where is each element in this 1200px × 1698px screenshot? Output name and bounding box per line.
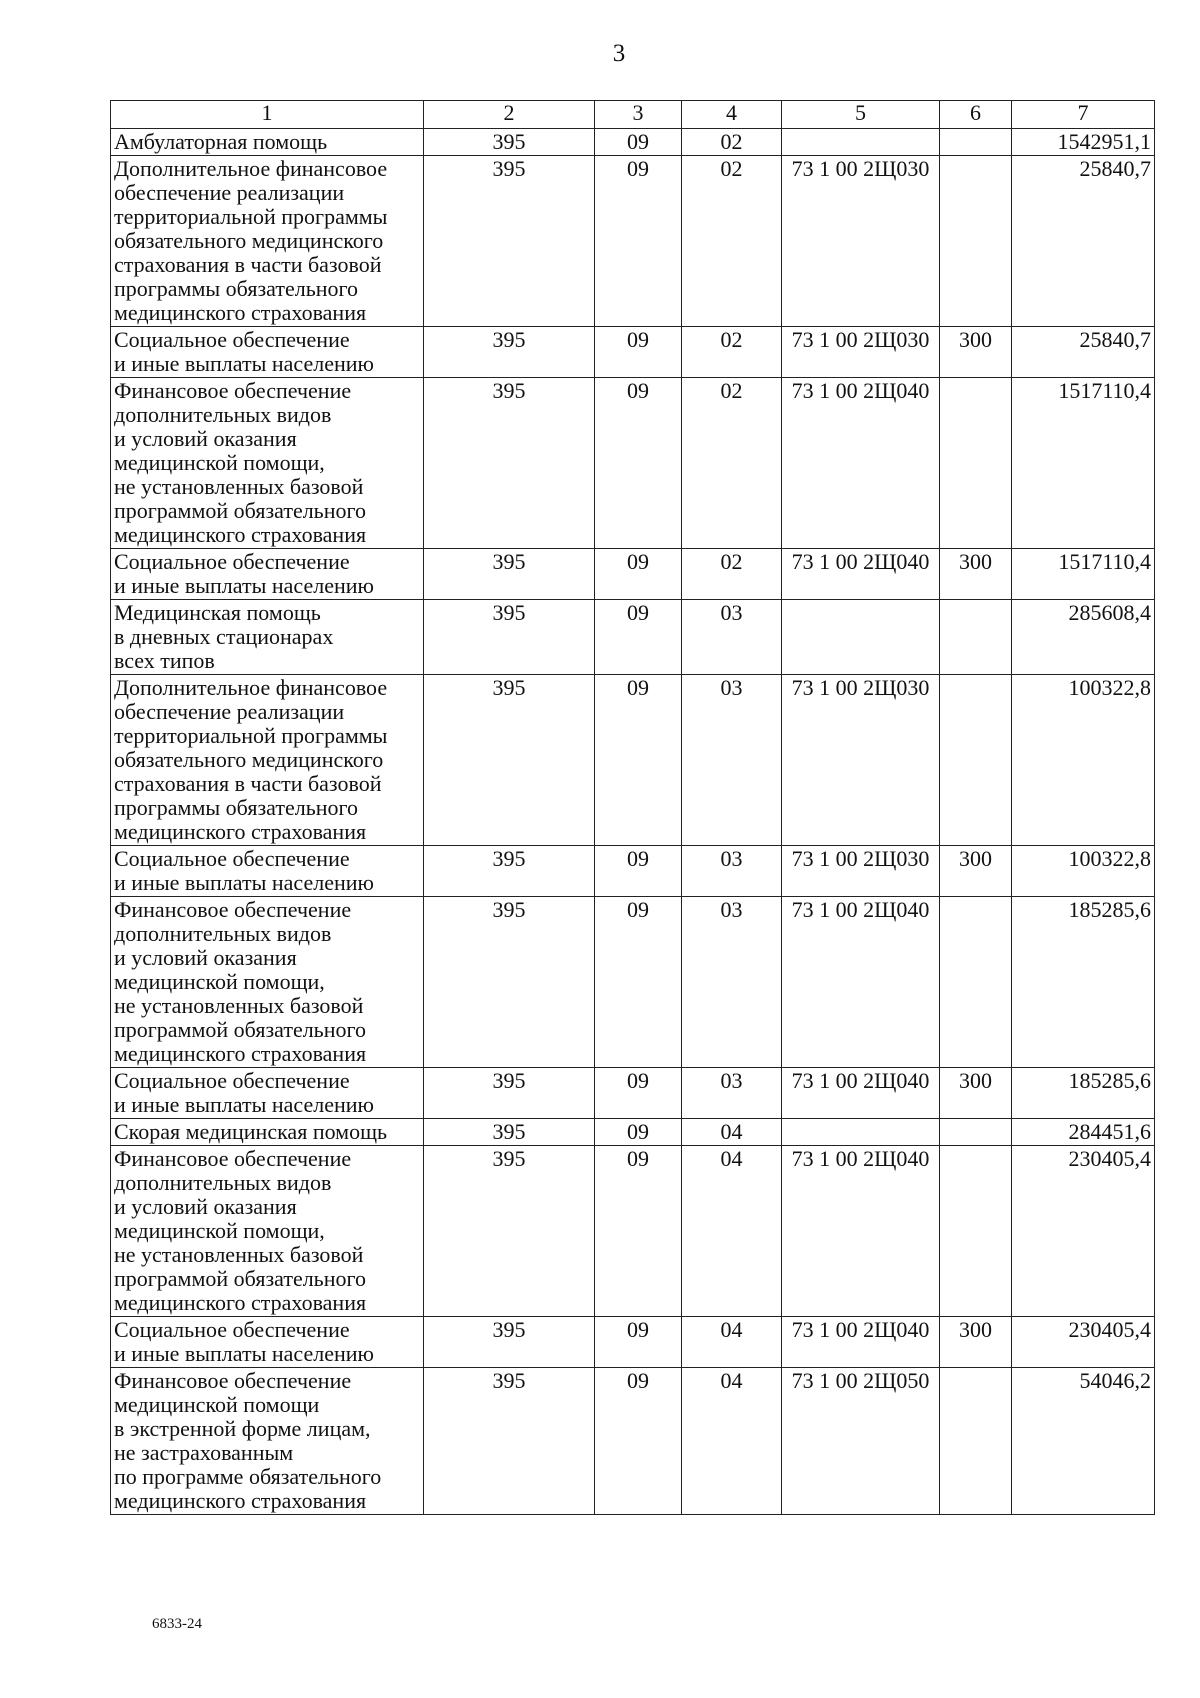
cell-col3: 09 <box>595 1317 682 1368</box>
cell-col7: 230405,4 <box>1012 1146 1155 1317</box>
cell-name: Финансовое обеспечение дополнительных видов и условий оказания медицинской помощи, не установленных базовой программой обязательного медицинского страхования <box>111 897 424 1068</box>
cell-col4: 02 <box>682 129 782 156</box>
table-row <box>111 675 1155 846</box>
cell-col4: 03 <box>682 1068 782 1119</box>
cell-col6 <box>940 1146 1012 1317</box>
table-row <box>111 1368 1155 1515</box>
cell-col6: 300 <box>940 327 1012 378</box>
cell-col4: 02 <box>682 156 782 327</box>
table-row <box>111 1317 1155 1368</box>
cell-col3: 09 <box>595 156 682 327</box>
cell-col5: 73 1 00 2Щ040 <box>782 897 940 1068</box>
cell-col3: 09 <box>595 675 682 846</box>
cell-name: Дополнительное финансовое обеспечение реализации территориальной программы обязательного медицинского страхования в части базовой программы обязательного медицинского страхования <box>111 675 424 846</box>
cell-col2: 395 <box>424 1119 595 1146</box>
table-row <box>111 549 1155 600</box>
cell-col5: 73 1 00 2Щ030 <box>782 156 940 327</box>
cell-col2: 395 <box>424 129 595 156</box>
cell-col6 <box>940 129 1012 156</box>
header-cell: 2 <box>424 101 595 129</box>
header-cell: 3 <box>595 101 682 129</box>
header-cell: 4 <box>682 101 782 129</box>
cell-col7: 285608,4 <box>1012 600 1155 675</box>
table-row <box>111 378 1155 549</box>
cell-col6 <box>940 1368 1012 1515</box>
cell-col6: 300 <box>940 1068 1012 1119</box>
cell-col5: 73 1 00 2Щ030 <box>782 327 940 378</box>
cell-name: Дополнительное финансовое обеспечение реализации территориальной программы обязательного медицинского страхования в части базовой программы обязательного медицинского страхования <box>111 156 424 327</box>
header-cell: 1 <box>111 101 424 129</box>
cell-col5 <box>782 1119 940 1146</box>
cell-col7: 1517110,4 <box>1012 549 1155 600</box>
cell-col6 <box>940 156 1012 327</box>
cell-col6 <box>940 897 1012 1068</box>
cell-col2: 395 <box>424 1068 595 1119</box>
cell-col7: 25840,7 <box>1012 327 1155 378</box>
table-row <box>111 897 1155 1068</box>
cell-col3: 09 <box>595 549 682 600</box>
cell-col5: 73 1 00 2Щ050 <box>782 1368 940 1515</box>
cell-col4: 04 <box>682 1368 782 1515</box>
cell-col7: 54046,2 <box>1012 1368 1155 1515</box>
document-code: 6833-24 <box>152 1616 202 1632</box>
table-row <box>111 1146 1155 1317</box>
cell-name: Социальное обеспечение и иные выплаты населению <box>111 846 424 897</box>
cell-col3: 09 <box>595 1068 682 1119</box>
header-cell: 5 <box>782 101 940 129</box>
table-row <box>111 846 1155 897</box>
cell-col5: 73 1 00 2Щ040 <box>782 1068 940 1119</box>
cell-col7: 100322,8 <box>1012 675 1155 846</box>
cell-col3: 09 <box>595 129 682 156</box>
cell-col2: 395 <box>424 1317 595 1368</box>
cell-col4: 04 <box>682 1317 782 1368</box>
cell-col3: 09 <box>595 600 682 675</box>
cell-col5: 73 1 00 2Щ040 <box>782 1146 940 1317</box>
cell-name: Финансовое обеспечение дополнительных видов и условий оказания медицинской помощи, не установленных базовой программой обязательного медицинского страхования <box>111 378 424 549</box>
cell-col5: 73 1 00 2Щ030 <box>782 846 940 897</box>
cell-col2: 395 <box>424 378 595 549</box>
cell-col7: 284451,6 <box>1012 1119 1155 1146</box>
cell-col2: 395 <box>424 897 595 1068</box>
cell-col7: 100322,8 <box>1012 846 1155 897</box>
cell-col4: 04 <box>682 1119 782 1146</box>
cell-col5: 73 1 00 2Щ030 <box>782 675 940 846</box>
cell-name: Амбулаторная помощь <box>111 129 424 156</box>
cell-col5 <box>782 129 940 156</box>
cell-col6 <box>940 600 1012 675</box>
cell-col7: 185285,6 <box>1012 1068 1155 1119</box>
cell-name: Скорая медицинская помощь <box>111 1119 424 1146</box>
cell-name: Социальное обеспечение и иные выплаты населению <box>111 327 424 378</box>
cell-col3: 09 <box>595 1146 682 1317</box>
cell-name: Финансовое обеспечение дополнительных видов и условий оказания медицинской помощи, не установленных базовой программой обязательного медицинского страхования <box>111 1146 424 1317</box>
cell-col3: 09 <box>595 1368 682 1515</box>
cell-col4: 04 <box>682 1146 782 1317</box>
cell-col3: 09 <box>595 327 682 378</box>
header-cell: 6 <box>940 101 1012 129</box>
cell-col2: 395 <box>424 1368 595 1515</box>
cell-col6 <box>940 675 1012 846</box>
cell-col5 <box>782 600 940 675</box>
cell-col7: 25840,7 <box>1012 156 1155 327</box>
cell-col7: 1517110,4 <box>1012 378 1155 549</box>
cell-col5: 73 1 00 2Щ040 <box>782 1317 940 1368</box>
cell-col2: 395 <box>424 846 595 897</box>
cell-name: Социальное обеспечение и иные выплаты населению <box>111 1317 424 1368</box>
cell-col6: 300 <box>940 549 1012 600</box>
table-body <box>111 129 1155 1515</box>
cell-col2: 395 <box>424 549 595 600</box>
cell-col2: 395 <box>424 156 595 327</box>
page-number: 3 <box>612 40 626 67</box>
cell-col7: 230405,4 <box>1012 1317 1155 1368</box>
cell-col4: 02 <box>682 378 782 549</box>
cell-col3: 09 <box>595 378 682 549</box>
cell-col2: 395 <box>424 1146 595 1317</box>
cell-col5: 73 1 00 2Щ040 <box>782 378 940 549</box>
cell-col7: 1542951,1 <box>1012 129 1155 156</box>
cell-col4: 03 <box>682 897 782 1068</box>
cell-col4: 02 <box>682 327 782 378</box>
cell-col3: 09 <box>595 846 682 897</box>
budget-table <box>110 100 1155 1515</box>
header-row <box>111 101 1155 129</box>
cell-col6 <box>940 1119 1012 1146</box>
table-row <box>111 129 1155 156</box>
header-cell: 7 <box>1012 101 1155 129</box>
cell-col2: 395 <box>424 600 595 675</box>
cell-col5: 73 1 00 2Щ040 <box>782 549 940 600</box>
cell-col4: 03 <box>682 600 782 675</box>
cell-col2: 395 <box>424 675 595 846</box>
cell-col6 <box>940 378 1012 549</box>
cell-col4: 03 <box>682 846 782 897</box>
cell-name: Финансовое обеспечение медицинской помощи в экстренной форме лицам, не застрахованным по программе обязательного медицинского страхования <box>111 1368 424 1515</box>
table-row <box>111 156 1155 327</box>
cell-col6: 300 <box>940 846 1012 897</box>
cell-name: Медицинская помощь в дневных стационарах всех типов <box>111 600 424 675</box>
cell-col6: 300 <box>940 1317 1012 1368</box>
cell-name: Социальное обеспечение и иные выплаты населению <box>111 549 424 600</box>
cell-name: Социальное обеспечение и иные выплаты населению <box>111 1068 424 1119</box>
table-row <box>111 1068 1155 1119</box>
table-row <box>111 1119 1155 1146</box>
cell-col4: 02 <box>682 549 782 600</box>
table-row <box>111 327 1155 378</box>
table-row <box>111 600 1155 675</box>
cell-col7: 185285,6 <box>1012 897 1155 1068</box>
cell-col2: 395 <box>424 327 595 378</box>
cell-col4: 03 <box>682 675 782 846</box>
cell-col3: 09 <box>595 897 682 1068</box>
cell-col3: 09 <box>595 1119 682 1146</box>
